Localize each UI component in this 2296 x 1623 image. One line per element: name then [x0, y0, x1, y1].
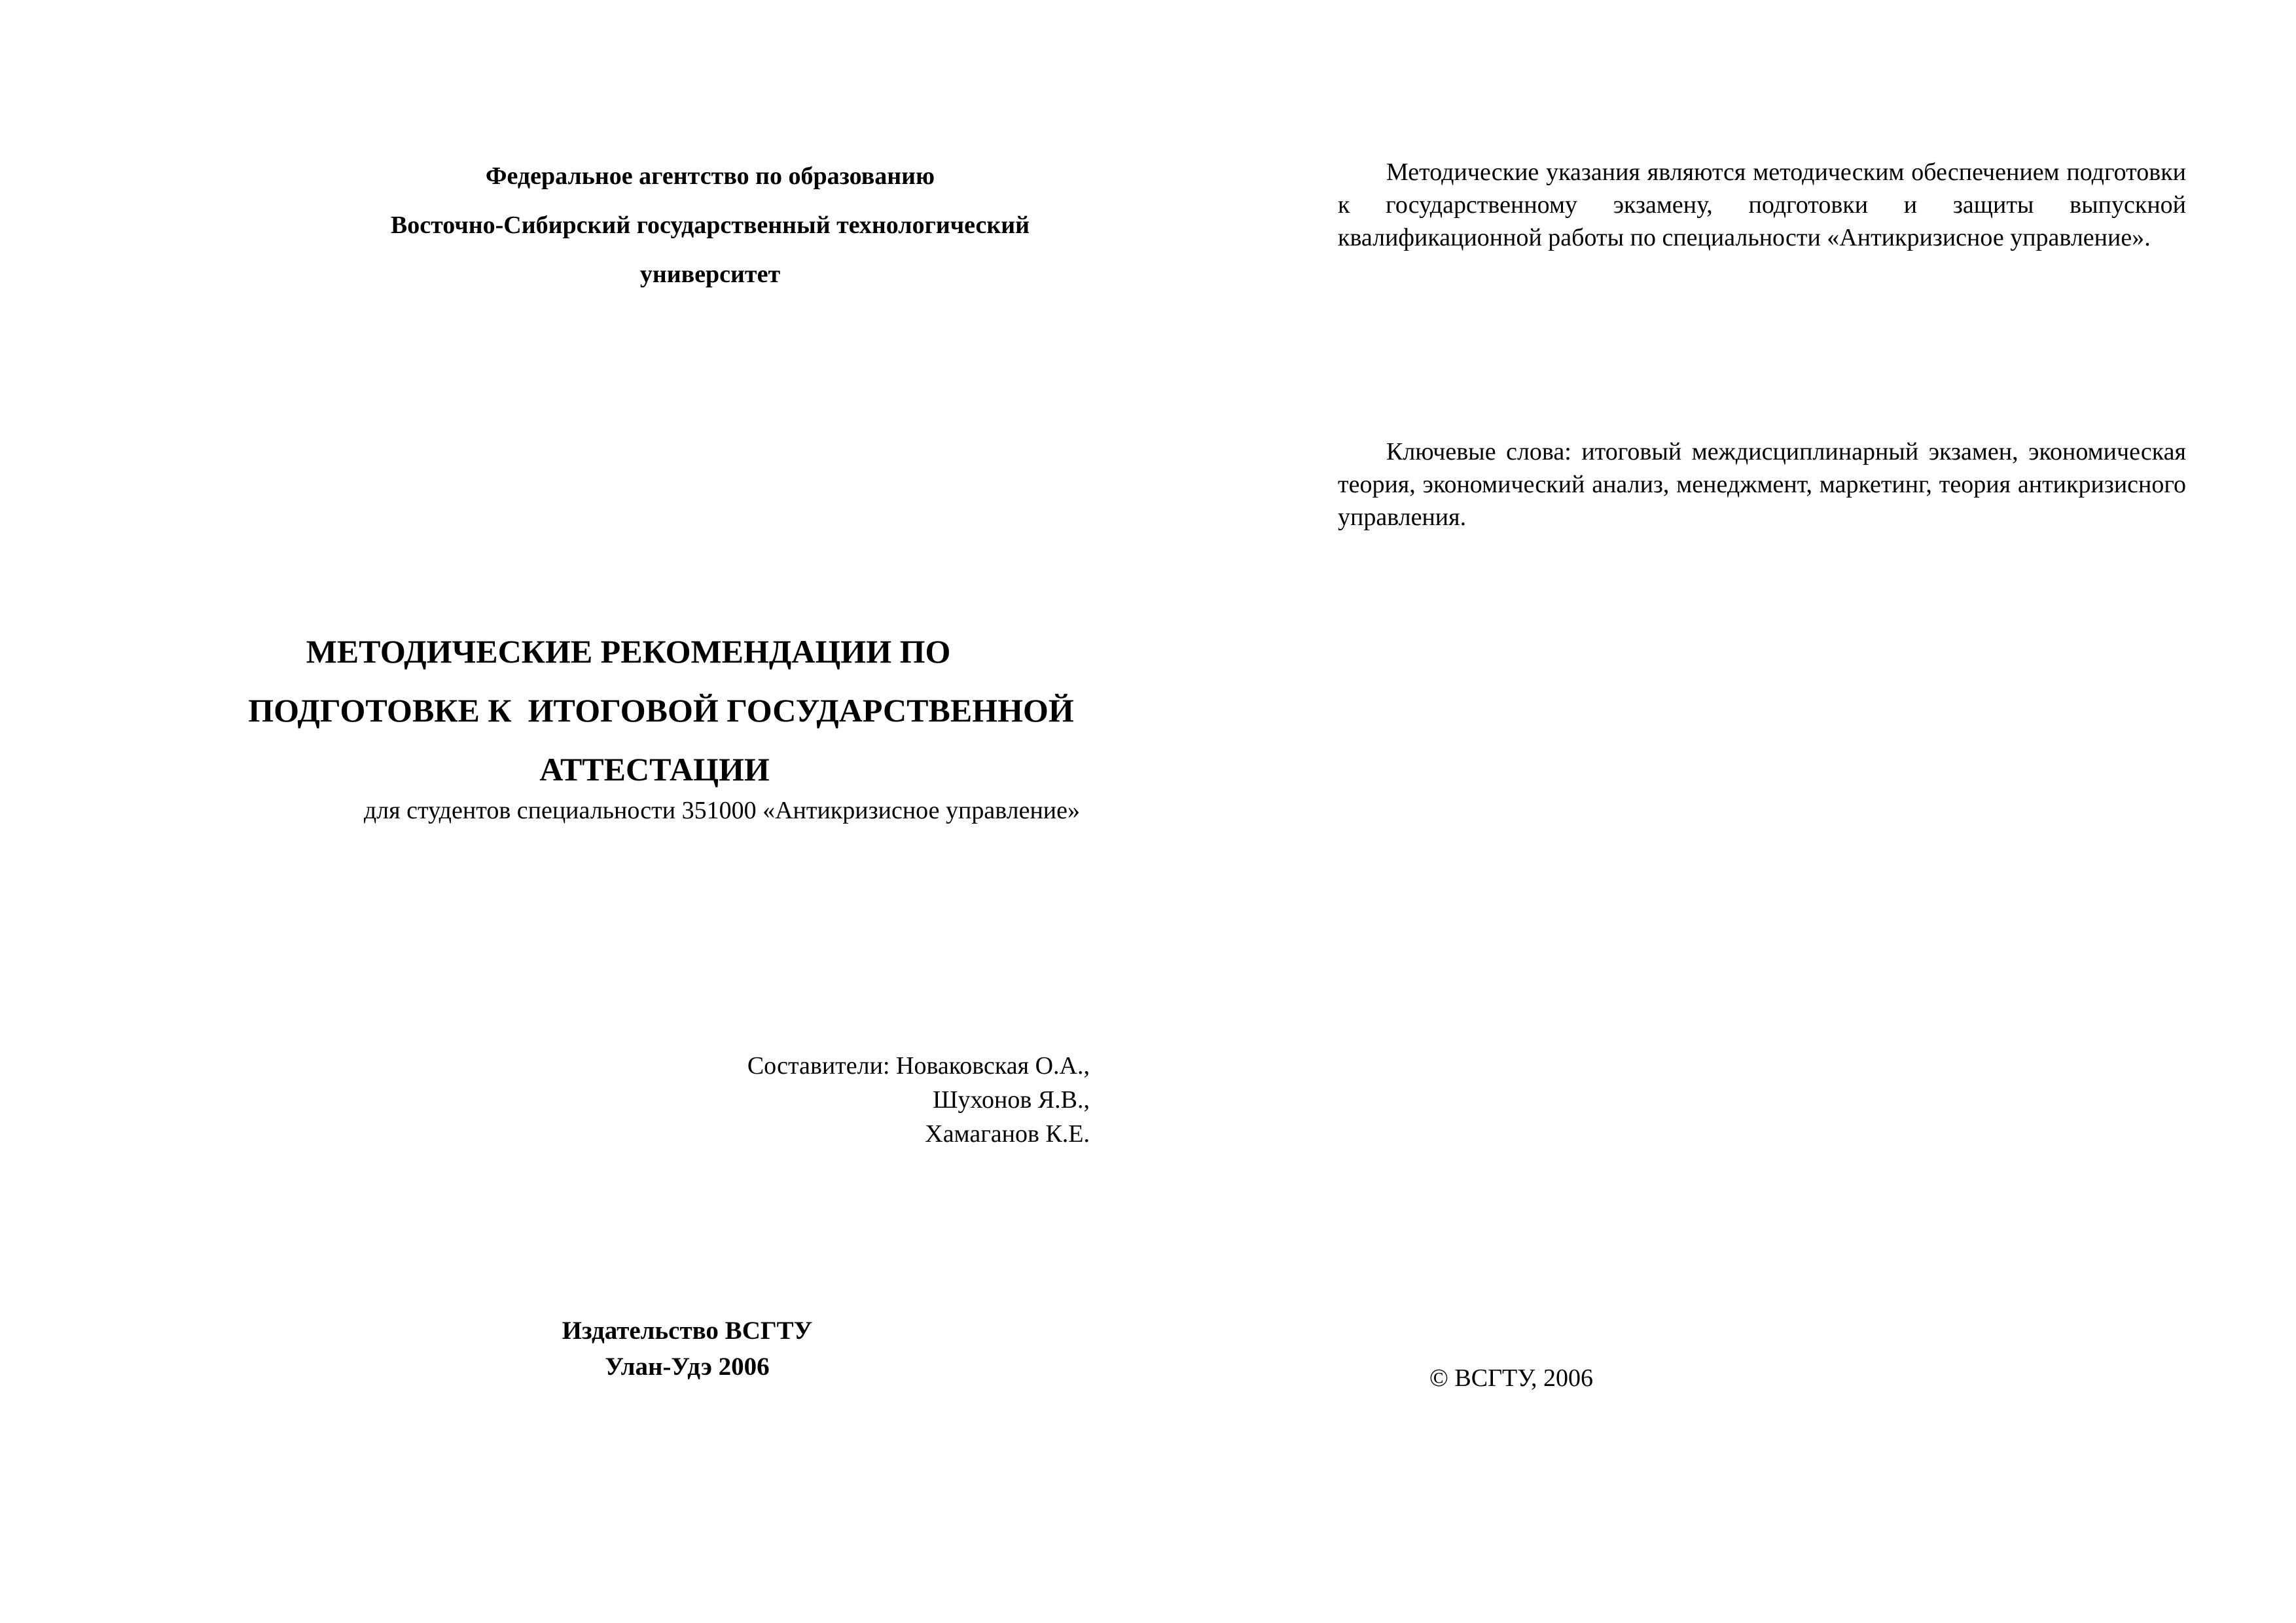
compilers-line-2: Шухонов Я.В., — [933, 1086, 1090, 1114]
publisher-city-year: Улан-Удэ 2006 — [605, 1353, 770, 1381]
description-paragraph: Методические указания являются методическим обеспечением подготовки к государственному экзамену, подготовки и защиты выпускной квалификационной работы по специальности «Антикризисное управление». — [1338, 158, 2186, 251]
title-line-3: АТТЕСТАЦИИ — [539, 751, 770, 788]
organization-line-1: Федеральное агентство по образованию — [485, 162, 935, 190]
title-line-1: МЕТОДИЧЕСКИЕ РЕКОМЕНДАЦИИ ПО — [306, 633, 951, 670]
organization-header — [275, 152, 1145, 299]
keywords-paragraph: Ключевые слова: итоговый междисциплинарный экзамен, экономическая теория, экономический анализ, менеджмент, маркетинг, теория антикризисного управления. — [1338, 438, 2186, 531]
publisher-name: Издательство ВСГТУ — [562, 1317, 813, 1345]
organization-line-2: Восточно-Сибирский государственный технологический — [390, 211, 1030, 239]
compilers-block — [589, 1049, 1090, 1151]
right-page — [1148, 0, 2296, 1623]
document-title — [196, 622, 1126, 799]
copyright-notice: © ВСГТУ, 2006 — [1429, 1364, 1593, 1392]
compilers-line-3: Хамаганов К.Е. — [925, 1120, 1090, 1148]
document-subtitle: для студентов специальности 351000 «Антикризисное управление» — [363, 797, 1080, 824]
compilers-line-1: Составители: Новаковская О.А., — [747, 1052, 1090, 1080]
publisher-block — [458, 1313, 916, 1385]
title-line-2: ПОДГОТОВКЕ К ИТОГОВОЙ ГОСУДАРСТВЕННОЙ — [248, 692, 1074, 729]
organization-line-3: университет — [639, 261, 781, 288]
